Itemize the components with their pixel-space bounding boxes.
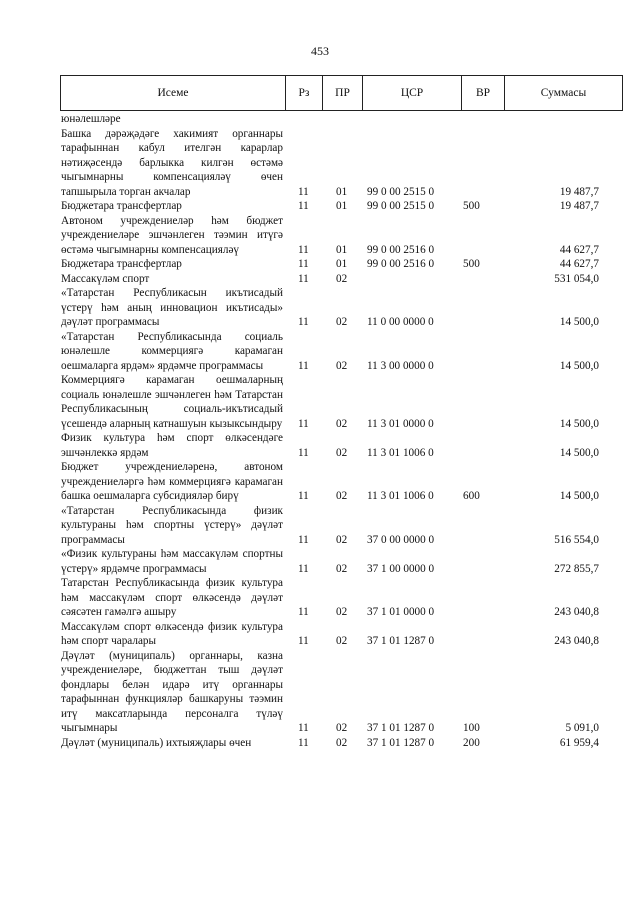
row-sum: 14 500,0 — [559, 490, 599, 502]
row-name: «Татарстан Республикасын икътисадый үстерү һәм аның инновацион икътисады» дәүләт программасы — [61, 287, 283, 328]
row-pr: 02 — [336, 359, 348, 372]
row-csr: 11 3 01 1006 0 — [367, 446, 434, 459]
table-body — [61, 112, 623, 750]
row-name: Массакүләм спорт — [61, 272, 150, 285]
row-sum: 19 487,7 — [559, 185, 599, 198]
row-sum: 272 855,7 — [554, 562, 599, 575]
row-csr: 99 0 00 2516 0 — [367, 258, 435, 270]
row-name: Коммерциягә карамаган оешмаларның социаль юнәлешле эшчәнлеген һәм Татарстан Республикасының социаль-икътисадый үсешендә аларның катнашуын кызыксындыру — [61, 374, 283, 430]
row-name: «Физик культураны һәм массакүләм спортны үстерү» ярдәмче программасы — [61, 548, 283, 575]
row-name: Бюджетара трансфертлар — [61, 258, 182, 270]
page-number: 453 — [311, 44, 329, 58]
row-rz: 11 — [298, 200, 309, 212]
row-csr: 99 0 00 2515 0 — [367, 185, 435, 198]
row-vr: 600 — [463, 490, 480, 502]
table-row — [61, 649, 623, 736]
row-csr: 37 1 00 0000 0 — [367, 562, 435, 575]
row-csr: 37 1 01 1287 0 — [367, 722, 435, 734]
row-pr: 02 — [336, 446, 348, 459]
row-csr: 11 0 00 0000 0 — [367, 316, 434, 328]
row-pr: 02 — [336, 316, 348, 328]
row-rz: 11 — [298, 446, 309, 459]
row-pr: 02 — [336, 417, 348, 430]
header-name: Исеме — [61, 76, 286, 110]
row-name: Автоном учреждениеләр һәм бюджет учреждениеләре эшчәнлеген тәэмин итүгә өстәмә чыгымнарны компенсацияләү — [61, 214, 283, 256]
row-vr: 200 — [463, 736, 480, 749]
row-sum: 14 500,0 — [559, 446, 599, 459]
row-pr: 01 — [336, 200, 348, 212]
row-pr: 02 — [336, 635, 348, 647]
row-csr: 99 0 00 2516 0 — [367, 243, 435, 256]
row-sum: 44 627,7 — [559, 258, 599, 270]
row-name: «Татарстан Республикасында физик культураны һәм спортны үстерү» дәүләт программасы — [61, 504, 283, 546]
table-row — [61, 620, 623, 649]
row-name: Массакүләм спорт өлкәсендә физик культура һәм спорт чаралары — [61, 620, 283, 647]
table-header — [60, 75, 623, 111]
row-rz: 11 — [298, 722, 309, 734]
row-rz: 11 — [298, 635, 309, 647]
row-pr: 02 — [336, 736, 348, 749]
row-name: Бюджет учреждениеләренә, автоном учреждениеләргә һәм коммерциягә карамаган башка оешмаларга субсидияләр бирү — [61, 461, 283, 502]
row-rz: 11 — [298, 258, 309, 270]
table-row — [61, 431, 623, 460]
row-name: Физик культура һәм спорт өлкәсендәге эшчәнлеккә ярдәм — [61, 432, 283, 459]
row-csr: 99 0 00 2515 0 — [367, 200, 435, 212]
row-vr: 500 — [463, 258, 480, 270]
row-rz: 11 — [298, 606, 309, 618]
row-vr: 500 — [463, 200, 480, 212]
table-row — [61, 460, 623, 504]
row-rz: 11 — [298, 533, 309, 546]
row-csr: 11 3 00 0000 0 — [367, 359, 434, 372]
row-sum: 516 554,0 — [554, 533, 599, 546]
table-row — [61, 199, 623, 214]
row-csr: 37 0 00 0000 0 — [367, 533, 435, 546]
table-row — [61, 330, 623, 374]
table-row — [61, 286, 623, 330]
row-rz: 11 — [298, 736, 309, 749]
row-rz: 11 — [298, 243, 309, 256]
row-sum: 44 627,7 — [559, 243, 599, 256]
row-rz: 11 — [298, 359, 309, 372]
row-sum: 14 500,0 — [559, 417, 599, 430]
row-name: юнәлешләре — [61, 113, 121, 125]
row-csr: 11 3 01 0000 0 — [367, 417, 434, 430]
row-csr: 37 1 01 1287 0 — [367, 736, 435, 749]
row-sum: 14 500,0 — [559, 359, 599, 372]
header-sum: Суммасы — [540, 87, 587, 99]
row-sum: 61 959,4 — [559, 736, 599, 749]
table-row — [61, 736, 623, 751]
row-sum: 243 040,8 — [554, 635, 599, 647]
row-rz: 11 — [298, 316, 309, 328]
row-rz: 11 — [298, 272, 309, 285]
row-pr: 02 — [336, 490, 348, 502]
row-name: Дәүләт (муниципаль) органнары, казна учреждениеләре, бюджеттан тыш дәүләт фондлары белән идарә итү органнары тарафыннан функцияләр башкаруны тәэмин итү максатларында персоналга түләү чыгымнары — [61, 649, 283, 734]
row-rz: 11 — [298, 562, 309, 575]
row-pr: 01 — [336, 243, 348, 256]
row-name: Башка дәрәҗәдәге хакимият органнары тарафыннан кабул ителгән карарлар нәтиҗәсендә барлыкка килгән өстәмә чыгымнарны компенсацияләү өчен тапшырыла торган акчалар — [61, 127, 283, 198]
header-csr: ЦСР — [363, 76, 462, 110]
table-row — [61, 112, 623, 127]
row-sum: 5 091,0 — [565, 722, 599, 734]
table-row — [61, 576, 623, 620]
row-pr: 02 — [336, 533, 348, 546]
row-csr: 37 1 01 1287 0 — [367, 635, 435, 647]
row-name: Дәүләт (муниципаль) ихтыяҗлары өчен — [61, 736, 252, 749]
table-row — [61, 373, 623, 431]
row-name: Бюджетара трансфертлар — [61, 200, 182, 212]
row-sum: 14 500,0 — [559, 316, 599, 328]
row-rz: 11 — [298, 490, 309, 502]
table-row — [61, 547, 623, 576]
row-rz: 11 — [298, 417, 309, 430]
row-rz: 11 — [298, 185, 309, 198]
row-pr: 01 — [336, 185, 348, 198]
table-row — [61, 214, 623, 258]
table-row — [61, 272, 623, 287]
row-pr: 02 — [336, 722, 348, 734]
row-sum: 19 487,7 — [559, 200, 599, 212]
row-csr: 11 3 01 1006 0 — [367, 490, 434, 502]
row-vr: 100 — [463, 722, 480, 734]
row-pr: 02 — [336, 562, 348, 575]
header-pr: ПР — [323, 76, 363, 110]
table-row — [61, 127, 623, 200]
table-row — [61, 504, 623, 548]
row-name: «Татарстан Республикасында социаль юнәлешле коммерциягә карамаган оешмаларга ярдәм» ярдәмче программасы — [61, 330, 283, 372]
header-rz: Рз — [286, 76, 323, 110]
row-name: Татарстан Республикасында физик культура һәм массакүләм спорт өлкәсендә дәүләт сәясәтен гамәлгә ашыру — [61, 577, 283, 618]
table-row — [61, 257, 623, 272]
row-sum: 531 054,0 — [554, 272, 599, 285]
row-csr: 37 1 01 0000 0 — [367, 606, 435, 618]
row-sum: 243 040,8 — [554, 606, 599, 618]
row-pr: 01 — [336, 258, 348, 270]
header-vr: ВР — [462, 76, 505, 110]
row-pr: 02 — [336, 272, 348, 285]
row-pr: 02 — [336, 606, 348, 618]
